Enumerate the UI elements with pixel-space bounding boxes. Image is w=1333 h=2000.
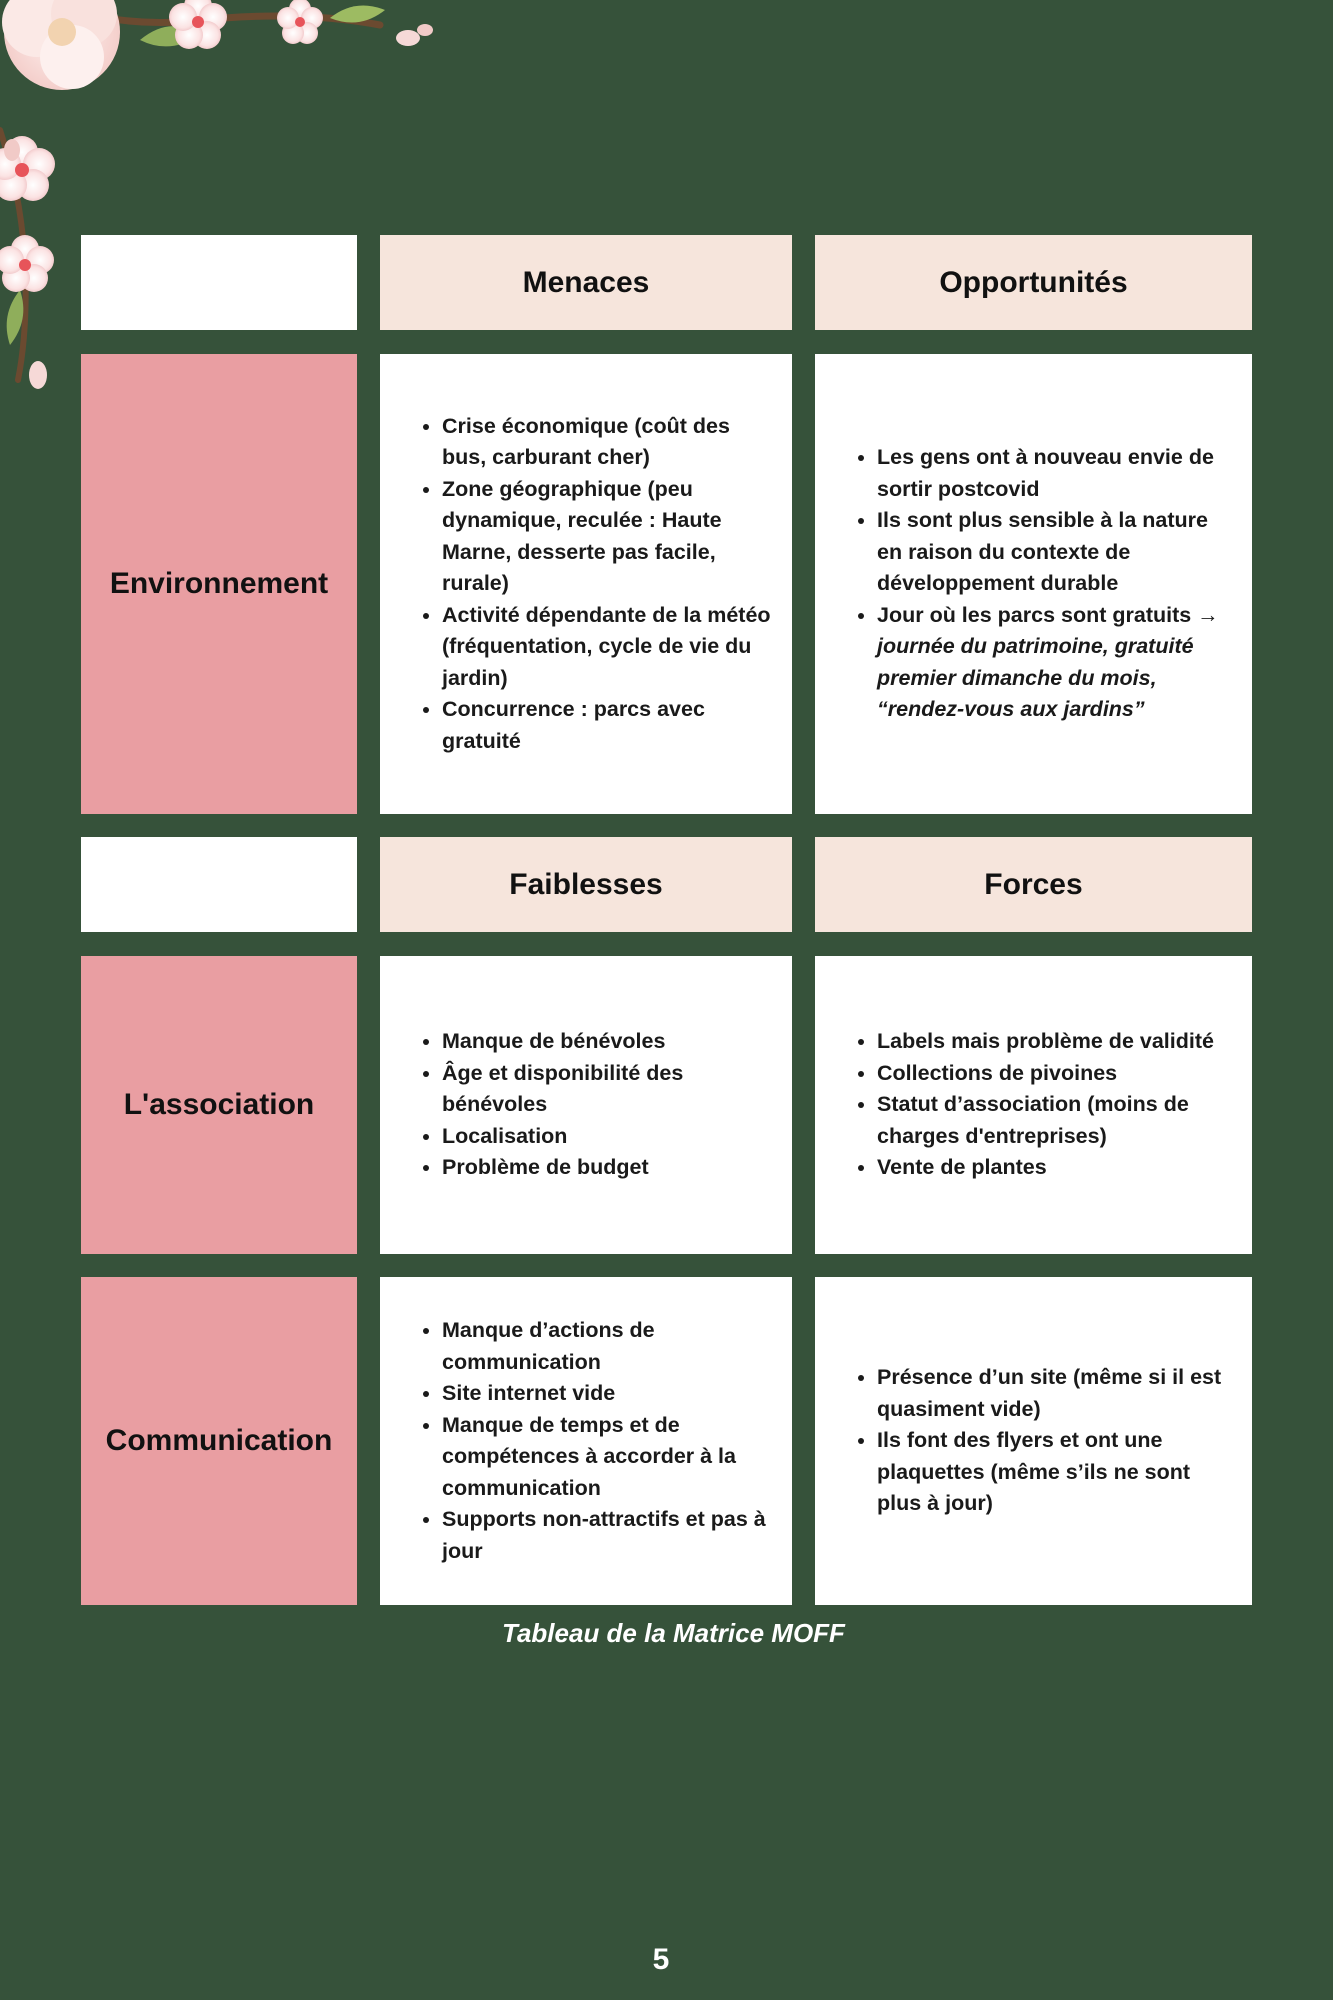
blank-header-cell-1 (81, 235, 357, 330)
header-forces-label: Forces (984, 867, 1083, 901)
cherry-blossom-decoration (0, 0, 440, 410)
row-label-communication (81, 1277, 357, 1605)
list-item: • Vente de plantes (877, 1152, 1232, 1184)
list-item: • Statut d’association (moins de charges d'entreprises) (877, 1089, 1232, 1152)
list-item: • Ils sont plus sensible à la nature en raison du contexte de développement durable (877, 505, 1232, 600)
row-label-association-text: L'association (123, 1088, 315, 1121)
list-item: • Manque d’actions de communication (442, 1315, 772, 1378)
row-label-communication-text: Communication (105, 1424, 333, 1457)
list-item: • Concurrence : parcs avec gratuité (442, 694, 772, 757)
list-item: • Site internet vide (442, 1378, 772, 1410)
faiblesses-list (380, 1026, 792, 1184)
list-item: • Zone géographique (peu dynamique, reculée : Haute Marne, desserte pas facile, rurale) (442, 474, 772, 600)
cell-association-forces (815, 956, 1252, 1254)
list-item: • Activité dépendante de la météo (fréquentation, cycle de vie du jardin) (442, 600, 772, 695)
list-item: • Manque de temps et de compétences à accorder à la communication (442, 1410, 772, 1505)
list-item: • Problème de budget (442, 1152, 772, 1184)
row-label-environnement (81, 354, 357, 814)
cell-environnement-menaces (380, 354, 792, 814)
cell-environnement-opportunites (815, 354, 1252, 814)
header-menaces-label: Menaces (522, 265, 650, 299)
table-caption: Tableau de la Matrice MOFF (502, 1618, 845, 1648)
list-item: • Âge et disponibilité des bénévoles (442, 1058, 772, 1121)
faiblesses-list (380, 1315, 792, 1567)
list-item: • Ils font des flyers et ont une plaquettes (même s’ils ne sont plus à jour) (877, 1425, 1232, 1520)
list-item (877, 600, 1232, 726)
list-item: • Labels mais problème de validité (877, 1026, 1232, 1058)
menaces-list (380, 411, 792, 758)
list-item: • Crise économique (coût des bus, carburant cher) (442, 411, 772, 474)
header-opportunites-label: Opportunités (939, 265, 1128, 299)
cell-communication-faiblesses (380, 1277, 792, 1605)
list-item: • Les gens ont à nouveau envie de sortir postcovid (877, 442, 1232, 505)
list-item-emphasis: journée du patrimoine, gratuité premier dimanche du mois, “rendez-vous aux jardins” (877, 634, 1194, 722)
header-faiblesses-label: Faiblesses (509, 867, 663, 901)
header-faiblesses (380, 837, 792, 932)
row-label-association (81, 956, 357, 1254)
blank-header-cell-2 (81, 837, 357, 932)
header-opportunites (815, 235, 1252, 330)
list-item: • Supports non-attractifs et pas à jour (442, 1504, 772, 1567)
cell-association-faiblesses (380, 956, 792, 1254)
cell-communication-forces (815, 1277, 1252, 1605)
list-item: • Collections de pivoines (877, 1058, 1232, 1090)
forces-list (815, 1362, 1252, 1520)
row-label-environnement-text: Environnement (109, 567, 329, 600)
page-number: 5 (652, 1943, 670, 1976)
list-item: • Manque de bénévoles (442, 1026, 772, 1058)
opportunites-list (815, 442, 1252, 726)
header-menaces (380, 235, 792, 330)
forces-list (815, 1026, 1252, 1184)
list-item: • Présence d’un site (même si il est quasiment vide) (877, 1362, 1232, 1425)
list-item: • Localisation (442, 1121, 772, 1153)
header-forces (815, 837, 1252, 932)
list-item-text: Jour où les parcs sont gratuits → (877, 602, 1219, 627)
